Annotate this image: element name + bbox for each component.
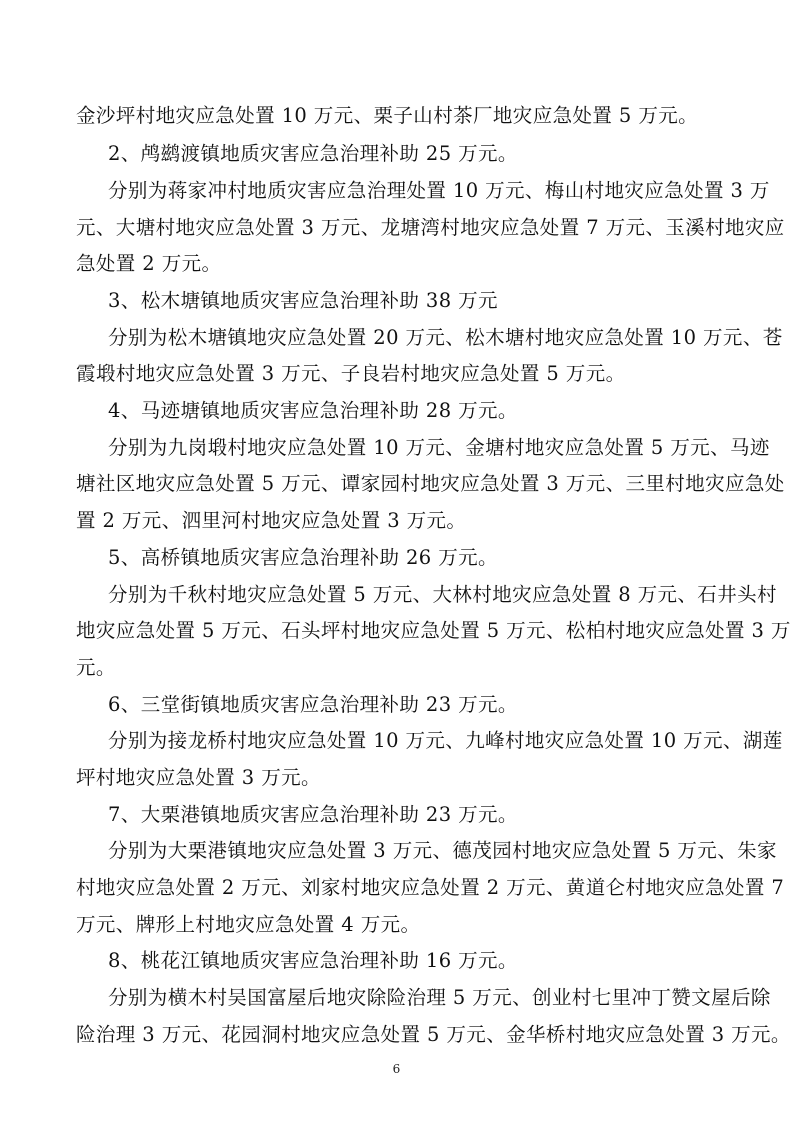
section-heading: 4、马迹塘镇地质灾害应急治理补助 28 万元。 — [108, 399, 518, 422]
body-text-line: 置 2 万元、泗里河村地灾应急处置 3 万元。 — [76, 509, 467, 532]
body-text-line: 分别为横木村吴国富屋后地灾除险治理 5 万元、创业村七里冲丁赞文屋后除 — [108, 986, 771, 1009]
section-heading: 2、鸬鹚渡镇地质灾害应急治理补助 25 万元。 — [108, 142, 518, 165]
body-text-line: 元、大塘村地灾应急处置 3 万元、龙塘湾村地灾应急处置 7 万元、玉溪村地灾应 — [76, 216, 785, 239]
page-number: 6 — [392, 1062, 401, 1076]
section-heading: 3、松木塘镇地质灾害应急治理补助 38 万元 — [108, 289, 498, 312]
body-text-line: 分别为松木塘镇地灾应急处置 20 万元、松木塘村地灾应急处置 10 万元、苍 — [108, 326, 783, 349]
section-heading: 5、高桥镇地质灾害应急治理补助 26 万元。 — [108, 546, 498, 569]
body-text-line: 分别为大栗港镇地灾应急处置 3 万元、德茂园村地灾应急处置 5 万元、朱家 — [108, 839, 777, 862]
body-text-line: 村地灾应急处置 2 万元、刘家村地灾应急处置 2 万元、黄道仑村地灾应急处置 7 — [76, 876, 785, 899]
body-text-line: 坪村地灾应急处置 3 万元。 — [76, 766, 321, 789]
section-heading: 8、桃花江镇地质灾害应急治理补助 16 万元。 — [108, 949, 518, 972]
body-text-line: 险治理 3 万元、花园洞村地灾应急处置 5 万元、金华桥村地灾应急处置 3 万元。 — [76, 1023, 791, 1046]
body-text-line: 分别为接龙桥村地灾应急处置 10 万元、九峰村地灾应急处置 10 万元、湖莲 — [108, 729, 783, 752]
body-text-line: 霞塅村地灾应急处置 3 万元、子良岩村地灾应急处置 5 万元。 — [76, 362, 626, 385]
body-text-line: 地灾应急处置 5 万元、石头坪村地灾应急处置 5 万元、松柏村地灾应急处置 3 万 — [76, 619, 791, 642]
body-text-line: 元。 — [76, 656, 116, 679]
body-text-line: 急处置 2 万元。 — [76, 252, 222, 275]
section-heading: 6、三堂街镇地质灾害应急治理补助 23 万元。 — [108, 693, 518, 716]
body-text-line: 分别为千秋村地灾应急处置 5 万元、大林村地灾应急处置 8 万元、石井头村 — [108, 583, 777, 606]
section-heading: 7、大栗港镇地质灾害应急治理补助 23 万元。 — [108, 803, 518, 826]
body-text-line: 分别为九岗塅村地灾应急处置 10 万元、金塘村地灾应急处置 5 万元、马迹 — [108, 436, 770, 459]
body-text-line: 分别为蒋家冲村地质灾害应急治理处置 10 万元、梅山村地灾应急处置 3 万 — [108, 179, 770, 202]
body-text-line: 金沙坪村地灾应急处置 10 万元、栗子山村茶厂地灾应急处置 5 万元。 — [76, 104, 699, 127]
body-text-line: 万元、牌形上村地灾应急处置 4 万元。 — [76, 913, 421, 936]
body-text-line: 塘社区地灾应急处置 5 万元、谭家园村地灾应急处置 3 万元、三里村地灾应急处 — [76, 472, 785, 495]
